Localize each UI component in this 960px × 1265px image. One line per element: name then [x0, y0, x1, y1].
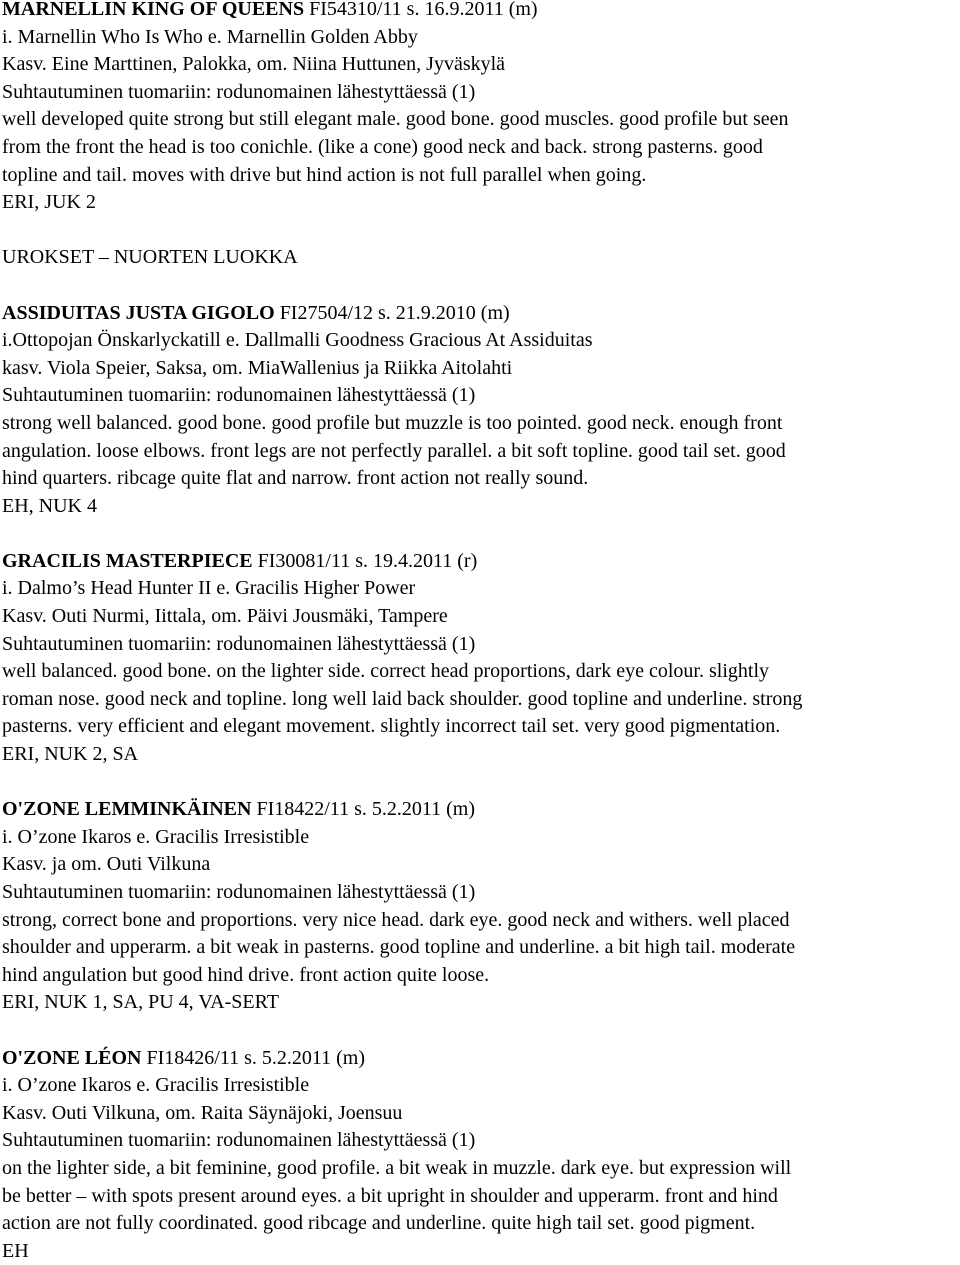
breeder-owner: Kasv. Eine Marttinen, Palokka, om. Niina Huttunen, Jyväskylä	[2, 53, 506, 76]
registration-info: FI18422/11 s. 5.2.2011 (m)	[251, 798, 475, 821]
parents: i. Dalmo’s Head Hunter II e. Gracilis Higher Power	[2, 577, 416, 600]
spacer	[2, 1017, 958, 1045]
breeder-owner: Kasv. ja om. Outi Vilkuna	[2, 853, 211, 876]
spacer	[2, 520, 958, 548]
result: EH	[2, 1239, 29, 1262]
dog-name: ASSIDUITAS JUSTA GIGOLO	[2, 301, 275, 324]
entry-header	[2, 0, 958, 24]
dog-name: MARNELLIN KING OF QUEENS	[2, 0, 305, 20]
result: EH, NUK 4	[2, 494, 97, 517]
critique-line: strong well balanced. good bone. good profile but muzzle is too pointed. good neck. enough front	[2, 411, 783, 434]
critique-line: be better – with spots present around eyes. a bit upright in shoulder and upperarm. front and hind	[2, 1184, 778, 1207]
judge-attitude: Suhtautuminen tuomariin: rodunomainen lähestyttäessä (1)	[2, 632, 476, 655]
result: ERI, JUK 2	[2, 191, 96, 214]
judge-attitude: Suhtautuminen tuomariin: rodunomainen lähestyttäessä (1)	[2, 384, 476, 407]
critique-line: hind angulation but good hind drive. front action quite loose.	[2, 963, 490, 986]
critique-line: angulation. loose elbows. front legs are not perfectly parallel. a bit soft topline. good tail set. good	[2, 439, 786, 462]
registration-info: FI54310/11 s. 16.9.2011 (m)	[304, 0, 538, 20]
judge-attitude: Suhtautuminen tuomariin: rodunomainen lähestyttäessä (1)	[2, 881, 476, 903]
critique-line: topline and tail. moves with drive but hind action is not full parallel when going.	[2, 163, 647, 186]
dog-entry	[2, 300, 958, 521]
registration-info: FI18426/11 s. 5.2.2011 (m)	[141, 1046, 365, 1069]
breeder-owner: Kasv. Outi Nurmi, Iittala, om. Päivi Jousmäki, Tampere	[2, 605, 448, 628]
critique-line: shoulder and upperarm. a bit weak in pasterns. good topline and underline. a bit high tail. moderate	[2, 936, 796, 959]
entry-header	[2, 548, 958, 576]
critique-line: on the lighter side, a bit feminine, good profile. a bit weak in muzzle. dark eye. but expression will	[2, 1156, 792, 1179]
result: ERI, NUK 1, SA, PU 4, VA-SERT	[2, 991, 279, 1014]
parents: i. O’zone Ikaros e. Gracilis Irresistible	[2, 825, 310, 848]
section-heading: UROKSET – NUORTEN LUOKKA	[2, 246, 298, 269]
entry-header	[2, 1045, 958, 1073]
parents: i.Ottopojan Önskarlyckatill e. Dallmalli Goodness Gracious At Assiduitas	[2, 329, 593, 352]
judge-attitude: Suhtautuminen tuomariin: rodunomainen lähestyttäessä (1)	[2, 1129, 476, 1152]
dog-name: O'ZONE LÉON	[2, 1046, 142, 1069]
dog-entry	[2, 0, 958, 217]
critique-line: strong, correct bone and proportions. very nice head. dark eye. good neck and withers. well placed	[2, 908, 790, 931]
parents: i. O’zone Ikaros e. Gracilis Irresistible	[2, 1074, 310, 1097]
entry-header	[2, 300, 958, 328]
judge-attitude: Suhtautuminen tuomariin: rodunomainen lähestyttäessä (1)	[2, 80, 476, 103]
spacer	[2, 769, 958, 797]
dog-name: O'ZONE LEMMINKÄINEN	[2, 798, 252, 821]
registration-info: FI30081/11 s. 19.4.2011 (r)	[252, 549, 478, 572]
entry-header	[2, 796, 958, 824]
critique-line: from the front the head is too conichle. (like a cone) good neck and back. strong pasterns. good	[2, 135, 763, 158]
critique-line: well developed quite strong but still elegant male. good bone. good muscles. good profile but seen	[2, 108, 789, 131]
result: ERI, NUK 2, SA	[2, 743, 139, 766]
breeder-owner: Kasv. Outi Vilkuna, om. Raita Säynäjoki, Joensuu	[2, 1101, 403, 1124]
dog-entry	[2, 548, 958, 769]
dog-entry	[2, 796, 958, 1017]
dog-name: GRACILIS MASTERPIECE	[2, 549, 253, 572]
registration-info: FI27504/12 s. 21.9.2010 (m)	[274, 301, 510, 324]
critique-line: hind quarters. ribcage quite flat and narrow. front action not really sound.	[2, 467, 589, 490]
critique-line: well balanced. good bone. on the lighter side. correct head proportions, dark eye colour. slightly	[2, 660, 770, 683]
spacer	[2, 272, 958, 300]
critique-line: action are not fully coordinated. good ribcage and underline. quite high tail set. good pigment.	[2, 1212, 756, 1235]
spacer	[2, 217, 958, 245]
breeder-owner: kasv. Viola Speier, Saksa, om. MiaWallenius ja Riikka Aitolahti	[2, 356, 513, 379]
critique-line: pasterns. very efficient and elegant movement. slightly incorrect tail set. very good pigmentation.	[2, 715, 781, 738]
dog-entry	[2, 1045, 958, 1265]
parents: i. Marnellin Who Is Who e. Marnellin Golden Abby	[2, 25, 418, 48]
critique-line: roman nose. good neck and topline. long well laid back shoulder. good topline and underline. strong	[2, 687, 803, 710]
document-page	[2, 0, 958, 1265]
